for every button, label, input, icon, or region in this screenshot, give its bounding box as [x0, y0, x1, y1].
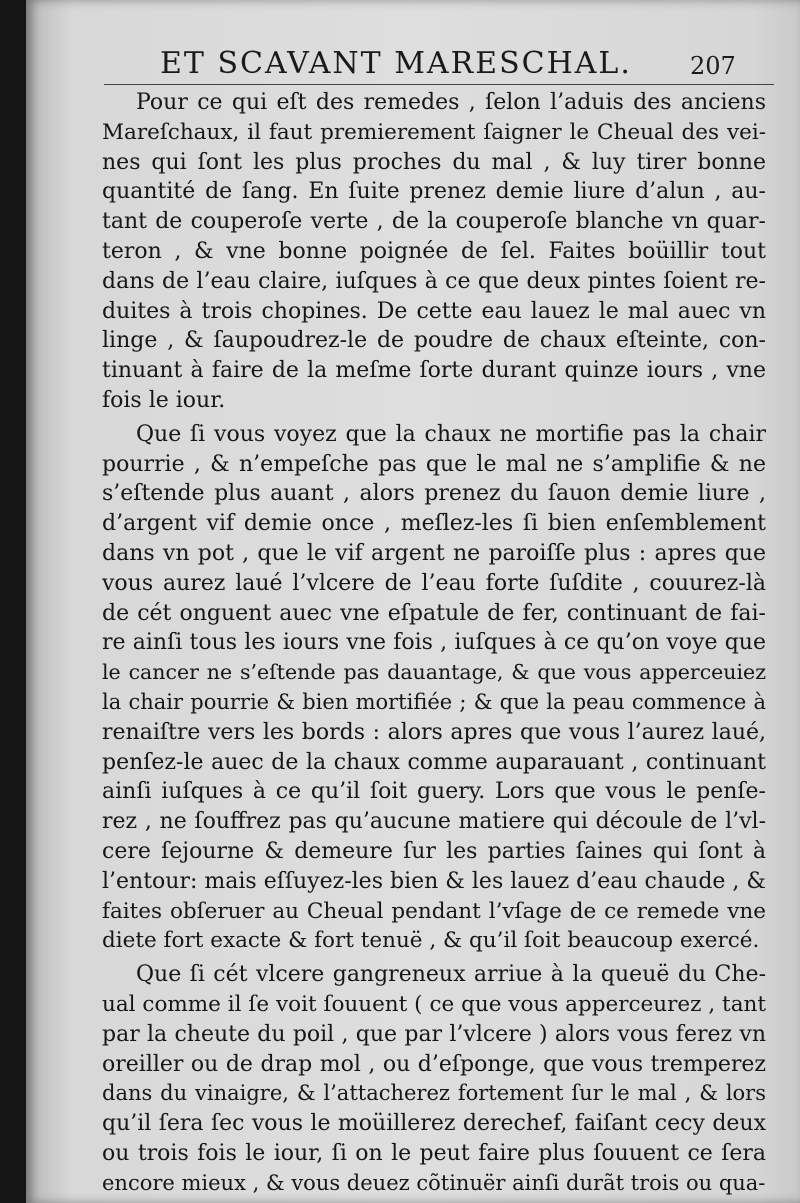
text-line: faites obſeruer au Cheual pendant l’vſage de ce remede vne	[102, 898, 766, 924]
text-line: quantité de ſang. En ſuite prenez demie liure d’alun , au-	[102, 179, 766, 205]
text-line: dans du vinaigre, & l’attacherez fortement ſur le mal , & lors	[102, 1081, 766, 1106]
page-header	[26, 46, 800, 86]
text-line: la chair pourrie & bien mortifiée ; & que la peau commence à	[102, 689, 766, 714]
text-line: Que ſi vous voyez que la chaux ne mortifie pas la chair	[136, 421, 766, 447]
text-line: ainſi iuſques à ce qu’il ſoit guery. Lors que vous le penſe-	[102, 779, 766, 805]
text-line: tant de couperoſe verte , de la couperoſe blanche vn quar-	[102, 209, 766, 235]
text-line: linge , & ſaupoudrez-le de poudre de chaux eſteinte, con-	[102, 328, 766, 354]
text-line: diete fort exacte & fort tenuë , & qu’il ſoit beaucoup exercé.	[102, 928, 760, 954]
text-line: tinuant à faire de la meſme ſorte durant quinze iours , vne	[102, 358, 766, 384]
text-line: encore mieux , & vous deuez cõtinuër ainſi durãt trois ou qua-	[102, 1170, 766, 1195]
text-line: re ainſi tous les iours vne fois , iuſques à ce qu’on voye que	[102, 630, 766, 656]
header-rule	[104, 84, 774, 85]
body-text	[102, 88, 766, 1198]
text-line: Mareſchaux, il faut premierement ſaigner le Cheual des vei-	[102, 119, 766, 145]
text-line: par la cheute du poil , que par l’vlcere ) alors vous ferez vn	[102, 1021, 766, 1047]
text-line: s’eſtende plus auant , alors prenez du ſauon demie liure ,	[102, 481, 766, 507]
text-line: Pour ce qui eſt des remedes , ſelon l’aduis des anciens	[136, 90, 766, 115]
text-line: fois le iour.	[102, 387, 226, 413]
text-line: le cancer ne s’eſtende pas dauantage, & que vous apperceuiez	[102, 660, 766, 685]
text-line: nes qui ſont les plus proches du mal , & luy tirer bonne	[102, 149, 766, 175]
paragraph	[102, 420, 766, 956]
text-line: pourrie , & n’empeſche pas que le mal ne s’amplifie & ne	[102, 451, 766, 477]
text-line: qu’il ſera ſec vous le moüillerez derechef, faiſant cecy deux	[102, 1111, 766, 1137]
paragraph	[102, 960, 766, 1198]
text-line: l’entour: mais eſſuyez-les bien & les lauez d’eau chaude , &	[102, 868, 766, 894]
text-line: duites à trois chopines. De cette eau lauez le mal auec vn	[102, 298, 766, 324]
text-line: dans vn pot , que le vif argent ne paroiſſe plus : apres que	[102, 540, 766, 566]
text-line: ou trois fois le iour, ſi on le peut faire plus ſouuent ce ſera	[102, 1140, 766, 1166]
text-line: vous aurez laué l’vlcere de l’eau forte ſuſdite , couurez-là	[102, 570, 766, 596]
page-number: 207	[690, 52, 736, 80]
text-line: teron , & vne bonne poignée de ſel. Faites boüillir tout	[102, 238, 766, 264]
text-line: cere ſejourne & demeure ſur les parties ſaines qui ſont à	[102, 838, 766, 864]
text-line: renaiſtre vers les bords : alors apres que vous l’aurez laué,	[102, 719, 766, 745]
text-line: ual comme il ſe voit ſouuent ( ce que vous apperceurez , tant	[102, 991, 766, 1017]
text-line: Que ſi cét vlcere gangreneux arriue à la queuë du Che-	[136, 962, 766, 988]
running-title: ET SCAVANT MARESCHAL.	[160, 46, 632, 81]
text-line: de cét onguent auec vne eſpatule de fer, continuant de fai-	[102, 600, 766, 626]
text-line: penſez-le auec de la chaux comme auparauant , continuant	[102, 749, 766, 775]
book-page	[26, 0, 800, 1203]
text-line: oreiller ou de drap mol , ou d’eſponge, que vous tremperez	[102, 1051, 766, 1077]
text-line: d’argent vif demie once , meſlez-les ſi bien enſemblement	[102, 511, 766, 537]
paragraph	[102, 88, 766, 416]
text-line: rez , ne ſouffrez pas qu’aucune matiere qui découle de l’vl-	[102, 809, 766, 835]
text-line: dans de l’eau claire, iuſques à ce que deux pintes ſoient re-	[102, 268, 766, 294]
